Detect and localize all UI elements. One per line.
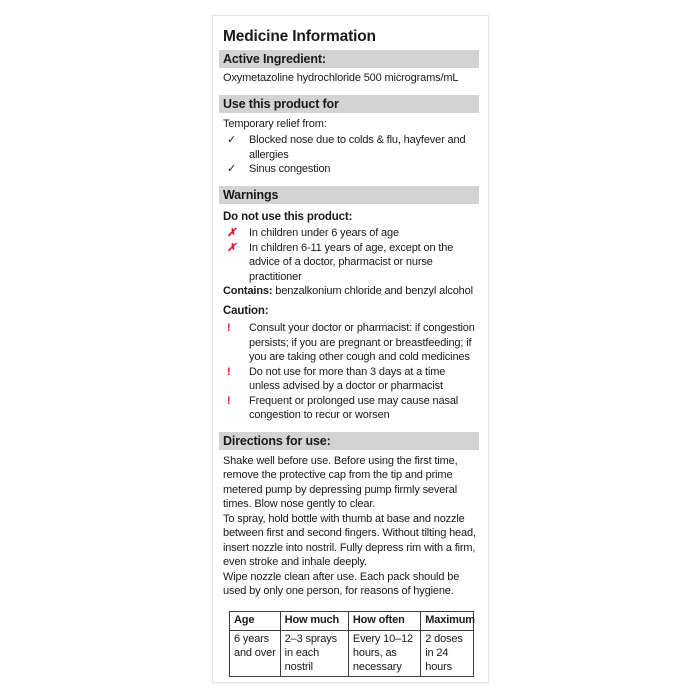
page-title: Medicine Information bbox=[223, 28, 376, 45]
caution-heading: Caution: bbox=[223, 304, 269, 317]
list-item bbox=[223, 226, 479, 241]
use-for-list bbox=[219, 133, 479, 177]
active-ingredient-text: Oxymetazoline hydrochloride 500 micrograms/mL bbox=[223, 72, 459, 84]
check-icon: ✓ bbox=[227, 163, 237, 175]
directions-paragraph: To spray, hold bottle with thumb at base and nozzle between first and second fingers. Without tilting head, insert nozzle into nostril. Fully depress rim with a firm, even stroke and inhale deeply. bbox=[223, 512, 476, 568]
contains-line bbox=[223, 284, 479, 299]
table-header-how-often: How often bbox=[348, 611, 420, 630]
list-item-text: Consult your doctor or pharmacist: if congestion persists; if you are pregnant or breastfeeding; if you are taking other cough and cold medicines bbox=[249, 322, 475, 363]
dosage-table bbox=[229, 611, 474, 677]
list-item bbox=[223, 162, 479, 177]
section-heading-warnings: Warnings bbox=[219, 186, 479, 204]
table-cell-how-much: 2–3 sprays in each nostril bbox=[280, 630, 348, 676]
table-cell-age: 6 years and over bbox=[230, 630, 281, 676]
use-for-intro: Temporary relief from: bbox=[223, 117, 327, 130]
table-header-row bbox=[230, 611, 474, 630]
list-item bbox=[223, 133, 479, 162]
list-item-text: Do not use for more than 3 days at a time unless advised by a doctor or pharmacist bbox=[249, 365, 446, 392]
directions-text bbox=[223, 454, 479, 599]
contains-text: benzalkonium chloride and benzyl alcohol bbox=[272, 285, 473, 297]
table-header-how-much: How much bbox=[280, 611, 348, 630]
alert-icon: ! bbox=[227, 365, 231, 378]
section-heading-use-this-product-for: Use this product for bbox=[219, 95, 479, 113]
contains-label: Contains: bbox=[223, 285, 273, 297]
table-header-age: Age bbox=[230, 611, 281, 630]
table-cell-maximum: 2 doses in 24 hours bbox=[421, 630, 474, 676]
directions-paragraph: Shake well before use. Before using the first time, remove the protective cap from the tip and prime metered pump by depressing pump firmly several times. Blow nose gently to clear. bbox=[223, 454, 458, 510]
list-item-text: Blocked nose due to colds & flu, hayfever and allergies bbox=[249, 134, 466, 161]
table-header-maximum: Maximum bbox=[421, 611, 474, 630]
cross-icon: ✗ bbox=[227, 227, 237, 239]
list-item bbox=[223, 365, 479, 394]
alert-icon: ! bbox=[227, 394, 231, 407]
list-item-text: Frequent or prolonged use may cause nasal congestion to recur or worsen bbox=[249, 394, 459, 421]
medicine-information-panel bbox=[212, 15, 489, 683]
cross-icon: ✗ bbox=[227, 241, 237, 254]
list-item-text: Sinus congestion bbox=[249, 163, 331, 175]
section-heading-active-ingredient: Active Ingredient: bbox=[219, 50, 479, 68]
check-icon: ✓ bbox=[227, 134, 237, 146]
alert-icon: ! bbox=[227, 322, 231, 334]
table-row bbox=[230, 630, 474, 676]
section-heading-directions: Directions for use: bbox=[219, 432, 479, 450]
caution-list bbox=[219, 321, 479, 423]
list-item bbox=[223, 321, 479, 365]
directions-paragraph: Wipe nozzle clean after use. Each pack should be used by only one person, for reasons of hygiene. bbox=[223, 570, 460, 597]
table-cell-how-often: Every 10–12 hours, as necessary bbox=[348, 630, 420, 676]
do-not-use-list bbox=[219, 226, 479, 284]
list-item bbox=[223, 394, 479, 423]
list-item-text: In children under 6 years of age bbox=[249, 227, 399, 239]
list-item-text: In children 6-11 years of age, except on the advice of a doctor, pharmacist or nurse practitioner bbox=[249, 241, 454, 283]
list-item bbox=[223, 241, 479, 285]
do-not-use-heading: Do not use this product: bbox=[223, 210, 353, 223]
